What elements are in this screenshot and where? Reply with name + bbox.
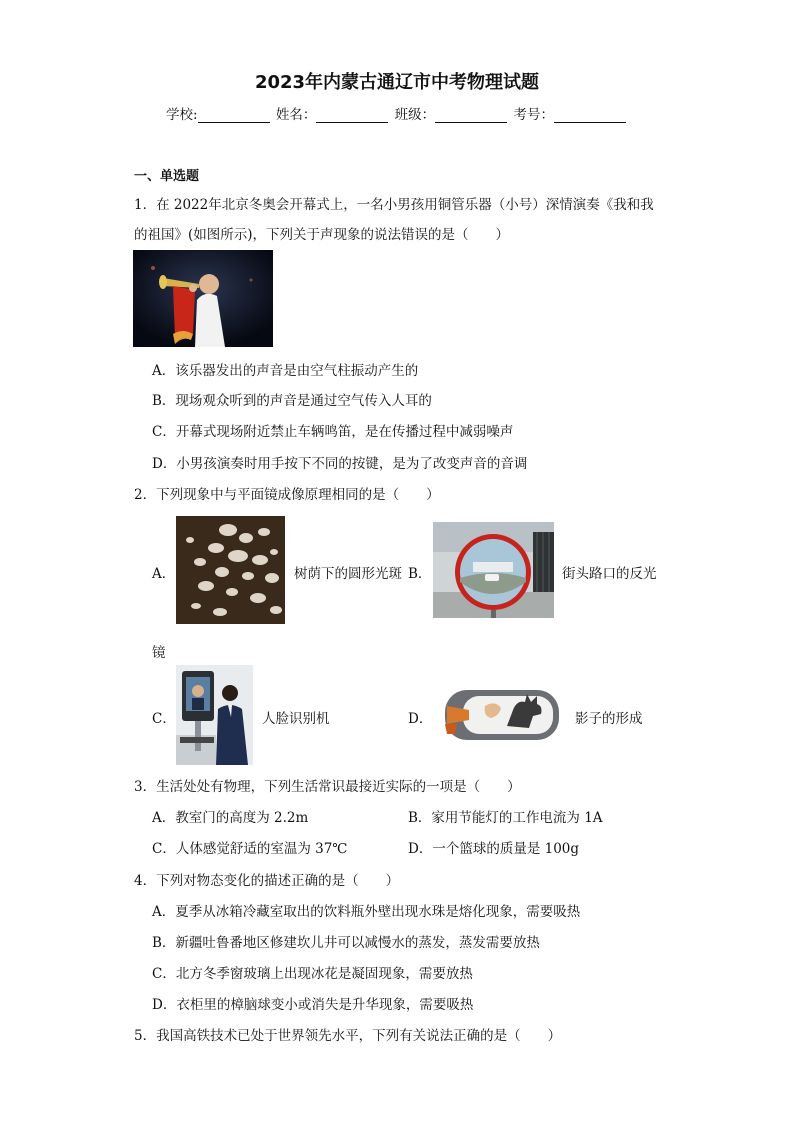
q1-stem-line2: 的祖国》(如图所示)，下列关于声现象的说法错误的是（ ） (134, 227, 510, 243)
face-recognition-machine-image (176, 665, 253, 765)
q2-option-c-label: C． (152, 711, 176, 727)
q2-option-a-text: 树荫下的圆形光斑 (294, 566, 402, 582)
q1-option-b: B．现场观众听到的声音是通过空气传入人耳的 (152, 393, 432, 409)
q1-stem-line1: 1．在 2022年北京冬奥会开幕式上，一名小男孩用铜管乐器（小号）深情演奏《我和我 (134, 197, 654, 213)
shadow-puppet-image (441, 686, 562, 744)
q3-option-b: B．家用节能灯的工作电流为 1A (408, 810, 603, 826)
q4-stem: 4．下列对物态变化的描述正确的是（ ） (134, 873, 400, 889)
section-heading: 一、单选题 (134, 169, 200, 184)
name-label: 姓名： (275, 107, 317, 123)
q3-option-c: C．人体感觉舒适的室温为 37℃ (152, 841, 348, 857)
q2-option-d-label: D． (408, 711, 433, 727)
class-label: 班级： (394, 107, 436, 123)
q4-option-a: A．夏季从冰箱冷藏室取出的饮料瓶外壁出现水珠是熔化现象，需要吸热 (152, 904, 581, 920)
school-label: 学校: (166, 107, 198, 123)
tree-shade-light-spots-image (176, 516, 285, 624)
school-blank[interactable] (198, 108, 270, 123)
class-blank[interactable] (435, 108, 507, 123)
q4-option-b: B．新疆吐鲁番地区修建坎儿井可以减慢水的蒸发，蒸发需要放热 (152, 935, 540, 951)
q4-option-c: C．北方冬季窗玻璃上出现冰花是凝固现象，需要放热 (152, 966, 473, 982)
q2-option-c-text: 人脸识别机 (262, 711, 330, 727)
page-title: 2023年内蒙古通辽市中考物理试题 (254, 72, 540, 93)
q2-option-a-label: A． (152, 566, 176, 582)
q4-option-d: D．衣柜里的樟脑球变小或消失是升华现象，需要吸热 (152, 997, 474, 1013)
q2-option-b-wrap: 镜 (152, 645, 166, 661)
q2-option-d-text: 影子的形成 (575, 711, 643, 727)
convex-mirror-image (433, 522, 554, 618)
name-blank[interactable] (316, 108, 388, 123)
q2-option-b-label: B． (408, 566, 432, 582)
q3-option-d: D．一个篮球的质量是 100g (408, 841, 580, 857)
exam-number-blank[interactable] (554, 108, 626, 123)
q3-option-a: A．教室门的高度为 2.2m (152, 810, 309, 826)
q1-option-a: A．该乐器发出的声音是由空气柱振动产生的 (152, 363, 419, 379)
q2-option-b-text: 街头路口的反光 (562, 566, 657, 582)
student-info-line (0, 103, 794, 123)
exam-number-label: 考号： (513, 107, 554, 123)
q1-option-d: D．小男孩演奏时用手按下不同的按键，是为了改变声音的音调 (152, 456, 528, 472)
q1-option-c: C．开幕式现场附近禁止车辆鸣笛，是在传播过程中减弱噪声 (152, 424, 514, 440)
q2-stem: 2．下列现象中与平面镜成像原理相同的是（ ） (134, 487, 440, 503)
q5-stem: 5．我国高铁技术已处于世界领先水平，下列有关说法正确的是（ ） (134, 1028, 562, 1044)
q3-stem: 3．生活处处有物理，下列生活常识最接近实际的一项是（ ） (134, 779, 521, 795)
trumpet-boy-image (133, 250, 273, 347)
